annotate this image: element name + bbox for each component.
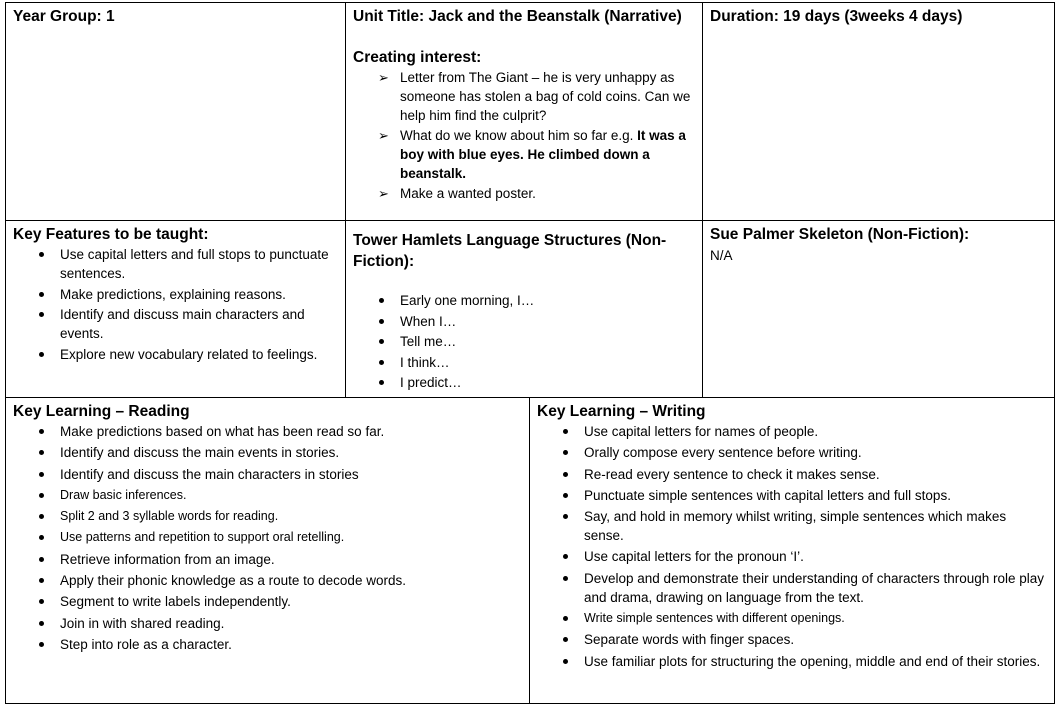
list-item: Draw basic inferences. (13, 486, 522, 505)
list-item: Separate words with finger spaces. (537, 630, 1047, 649)
list-item: Use familiar plots for structuring the opening, middle and end of their stories. (537, 652, 1047, 671)
list-item: Write simple sentences with different openings. (537, 609, 1047, 628)
list-item: Identify and discuss the main characters in stories (13, 465, 522, 484)
sue-palmer-value: N/A (710, 248, 733, 263)
list-item: Retrieve information from an image. (13, 550, 522, 569)
tower-hamlets-heading: Tower Hamlets Language Structures (Non-Fiction): (353, 232, 667, 270)
list-item: Early one morning, I… (353, 291, 695, 310)
list-item: Tell me… (353, 332, 695, 351)
writing-cell (529, 397, 1055, 704)
list-item: Use capital letters and full stops to punctuate sentences. (13, 245, 338, 283)
creating-interest-list (353, 68, 695, 203)
list-item: Use patterns and repetition to support oral retelling. (13, 528, 522, 547)
tower-hamlets-cell (345, 220, 703, 398)
list-item: ➢ What do we know about him so far e.g. It was a boy with blue eyes. He climbed down a beanstalk. (378, 128, 686, 181)
reading-cell (5, 397, 530, 704)
list-item: Say, and hold in memory whilst writing, simple sentences which makes sense. (537, 507, 1047, 545)
duration-cell (702, 2, 1055, 221)
sue-palmer-heading: Sue Palmer Skeleton (Non-Fiction): (710, 226, 970, 243)
reading-heading: Key Learning – Reading (13, 403, 190, 420)
unit-title: Unit Title: Jack and the Beanstalk (Narrative) (353, 8, 682, 25)
key-features-cell (5, 220, 346, 398)
list-item: I think… (353, 353, 695, 372)
reading-list (13, 422, 522, 654)
arrow-bullet-icon: ➢ (378, 128, 389, 143)
key-features-heading: Key Features to be taught: (13, 226, 209, 243)
list-item: Re-read every sentence to check it makes sense. (537, 465, 1047, 484)
list-item: Develop and demonstrate their understanding of characters through role play and drama, drawing on language from the text. (537, 569, 1047, 607)
tower-hamlets-list (353, 291, 695, 392)
list-item: When I… (353, 312, 695, 331)
writing-heading: Key Learning – Writing (537, 403, 706, 420)
list-item: Use capital letters for the pronoun ‘I’. (537, 547, 1047, 566)
list-item: Split 2 and 3 syllable words for reading. (13, 507, 522, 526)
list-item: Step into role as a character. (13, 635, 522, 654)
list-item: I predict… (353, 373, 695, 392)
list-item: Identify and discuss main characters and events. (13, 305, 338, 343)
arrow-bullet-icon: ➢ (378, 70, 389, 85)
list-item: Identify and discuss the main events in stories. (13, 443, 522, 462)
arrow-bullet-icon: ➢ (378, 186, 389, 201)
year-group-cell (5, 2, 346, 221)
list-item: Apply their phonic knowledge as a route to decode words. (13, 571, 522, 590)
list-item: Make predictions based on what has been read so far. (13, 422, 522, 441)
sue-palmer-cell (702, 220, 1055, 398)
list-item: ➢ Letter from The Giant – he is very unhappy as someone has stolen a bag of cold coins. Can we help him find the culprit? (378, 70, 691, 123)
list-item: Orally compose every sentence before writing. (537, 443, 1047, 462)
unit-title-cell (345, 2, 703, 221)
list-item: Explore new vocabulary related to feelings. (13, 345, 338, 364)
writing-list (537, 422, 1047, 671)
list-item: Punctuate simple sentences with capital letters and full stops. (537, 486, 1047, 505)
creating-interest-heading: Creating interest: (353, 49, 482, 66)
key-features-list (13, 245, 338, 364)
list-item: ➢ Make a wanted poster. (378, 186, 536, 201)
list-item: Make predictions, explaining reasons. (13, 285, 338, 304)
list-item: Use capital letters for names of people. (537, 422, 1047, 441)
list-item: Segment to write labels independently. (13, 592, 522, 611)
year-group: Year Group: 1 (13, 8, 115, 25)
duration: Duration: 19 days (3weeks 4 days) (710, 8, 963, 25)
list-item: Join in with shared reading. (13, 614, 522, 633)
